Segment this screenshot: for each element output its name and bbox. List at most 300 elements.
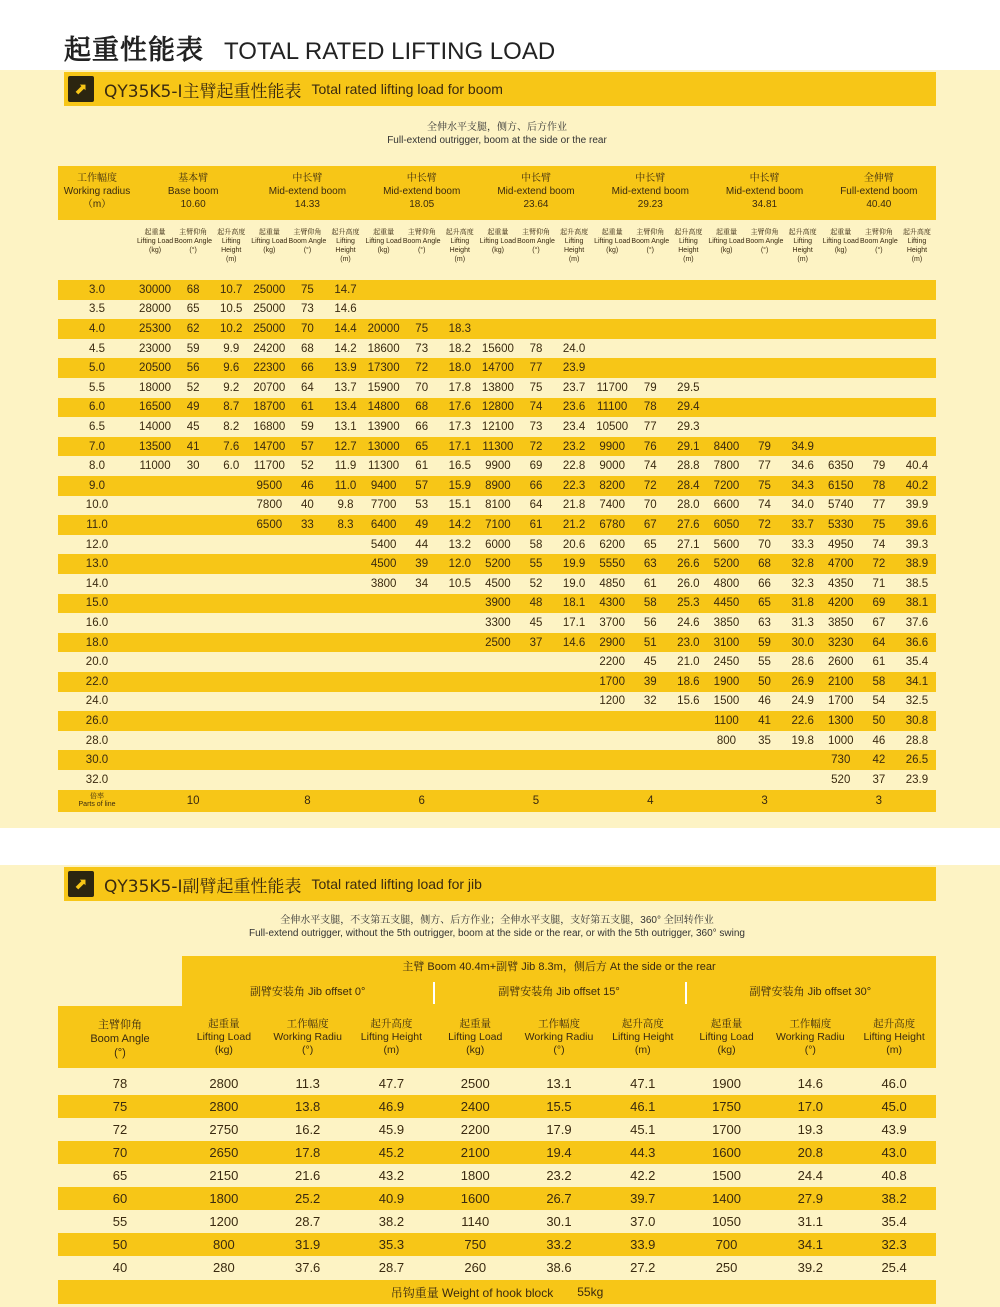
load-table-cell: 14000: [139, 420, 172, 433]
working-radius-cell: 7.0: [89, 440, 105, 453]
jib-column-header-en: Lifting Load: [196, 1031, 252, 1043]
load-table-cell: 12.0: [448, 558, 471, 571]
boom-table-row: [58, 437, 936, 457]
load-table-cell: 68: [301, 342, 314, 355]
load-table-cell: 15.6: [677, 695, 700, 708]
load-table-cell: 79: [872, 460, 886, 473]
boom-sub-header-cn: 起升高度: [445, 229, 474, 236]
load-table-cell: 8100: [485, 499, 511, 512]
load-table-cell: 74: [529, 401, 543, 414]
load-table-cell: 75: [301, 283, 314, 296]
load-table-cell: 6600: [713, 499, 740, 512]
jib-section-header: [64, 867, 936, 901]
load-table-cell: 18.1: [562, 597, 586, 610]
load-table-cell: 77: [758, 460, 771, 473]
boom-angle-header-en: Boom Angle: [90, 1033, 150, 1045]
jib-table-cell: 17.0: [797, 1099, 823, 1114]
jib-column-header-en: Working Radiu: [273, 1031, 342, 1043]
load-table-cell: 66: [529, 479, 543, 492]
load-table-cell: 55: [529, 558, 543, 571]
load-table-cell: 73: [415, 342, 429, 355]
load-table-cell: 9900: [485, 460, 511, 473]
boom-group-header-len: 23.64: [523, 199, 549, 210]
boom-sub-header-unit: (m): [568, 256, 580, 263]
load-table-cell: 67: [643, 518, 657, 531]
boom-sub-header: [898, 228, 936, 264]
boom-table-row: [58, 672, 936, 692]
boom-sub-header-en: Lifting Height: [563, 238, 585, 254]
working-radius-cell: 12.0: [85, 538, 109, 551]
working-radius-cell: 8.0: [89, 460, 105, 473]
load-table-cell: 48: [529, 597, 543, 610]
load-table-cell: 7200: [713, 479, 740, 492]
jib-table-cell: 28.7: [294, 1214, 321, 1229]
jib-table-cell: 700: [715, 1237, 738, 1252]
load-table-cell: 33.7: [791, 518, 814, 531]
load-table-cell: 23.9: [905, 773, 929, 786]
boom-sub-header-unit: (kg): [263, 247, 276, 254]
load-table-cell: 7700: [370, 499, 397, 512]
load-table-cell: 4300: [599, 597, 625, 610]
load-table-cell: 9400: [370, 479, 397, 492]
boom-sub-header-unit: (kg): [720, 247, 733, 254]
parts-of-line-value: 10: [186, 794, 200, 807]
load-table-cell: 66: [415, 420, 429, 433]
jib-note-cn: 全伸水平支腿，不支第五支腿，侧方、后方作业；全伸水平支腿，支好第五支腿，360° 全回转作业: [280, 915, 714, 926]
boom-sub-header: [136, 228, 174, 255]
jib-table-cell: 17.8: [294, 1145, 321, 1160]
load-table-cell: 17300: [367, 362, 400, 375]
jib-column-header-unit: (m): [634, 1044, 651, 1056]
load-table-cell: 16800: [253, 420, 286, 433]
load-table-cell: 65: [758, 597, 771, 610]
jib-table-cell: 45.2: [378, 1145, 405, 1160]
boom-sub-header-cn: 起重量: [830, 229, 852, 236]
load-table-cell: 14.6: [334, 303, 357, 316]
load-table-cell: 79: [758, 440, 771, 453]
boom-sub-header-cn: 起重量: [715, 229, 737, 236]
boom-table-row: [58, 574, 936, 594]
load-table-cell: 69: [872, 597, 886, 610]
jib-table-row: [58, 1164, 936, 1187]
load-table-cell: 25.3: [677, 597, 700, 610]
boom-table-row: [58, 594, 936, 614]
load-table-cell: 79: [643, 381, 657, 394]
load-table-cell: 20700: [253, 381, 286, 394]
parts-of-line-label-cn: 倍率: [90, 792, 104, 800]
load-table-cell: 63: [643, 558, 657, 571]
load-table-cell: 52: [301, 460, 314, 473]
load-table-cell: 1500: [713, 695, 740, 708]
jib-column-header-en: Lifting Height: [612, 1031, 674, 1043]
load-table-cell: 50: [872, 714, 886, 727]
load-table-cell: 14700: [481, 362, 514, 375]
jib-table-row: [58, 1095, 936, 1118]
boom-group-header-en: Mid-extend boom: [383, 186, 461, 197]
jib-table-cell: 42.2: [630, 1168, 656, 1183]
load-table-cell: 13.9: [334, 362, 357, 375]
load-table-cell: 11700: [253, 460, 285, 473]
load-table-cell: 44: [415, 538, 429, 551]
jib-section-title-cn: QY35K5-Ⅰ副臂起重性能表: [104, 876, 302, 897]
load-table-cell: 21.0: [677, 656, 700, 669]
boom-group-header-len: 40.40: [866, 199, 892, 210]
load-table-cell: 78: [643, 401, 657, 414]
load-table-cell: 15600: [481, 342, 514, 355]
load-table-cell: 11.0: [334, 479, 357, 492]
load-table-cell: 18.0: [448, 362, 471, 375]
load-table-cell: 26.6: [677, 558, 700, 571]
load-table-cell: 38.9: [905, 558, 929, 571]
boom-sub-header-cn: 起升高度: [331, 229, 360, 236]
working-radius-cell: 18.0: [85, 636, 109, 649]
load-table-cell: 50: [758, 675, 771, 688]
hook-weight: [58, 1280, 936, 1304]
load-table-cell: 64: [872, 636, 886, 649]
parts-of-line-label-en: Parts of line: [78, 800, 116, 808]
boom-sub-header-en: Boom Angle: [517, 238, 555, 245]
load-table-cell: 15.9: [448, 479, 471, 492]
load-table-cell: 5200: [485, 558, 511, 571]
load-table-cell: 73: [301, 303, 314, 316]
load-table-cell: 8900: [485, 479, 511, 492]
load-table-cell: 70: [758, 538, 771, 551]
boom-sub-header-en: Lifting Load: [594, 238, 631, 245]
load-table-cell: 19.0: [562, 577, 586, 590]
offset-separator: [685, 982, 687, 1004]
boom-section-title-cn: QY35K5-Ⅰ主臂起重性能表: [104, 81, 302, 102]
load-table-cell: 28.8: [905, 734, 929, 747]
hook-weight-value: 55kg: [577, 1285, 604, 1299]
load-table-cell: 14800: [367, 401, 400, 414]
boom-sub-header-unit: (m): [225, 256, 237, 263]
load-table-cell: 54: [872, 695, 886, 708]
load-table-cell: 25000: [253, 322, 286, 335]
boom-sub-header-unit: (m): [340, 256, 351, 263]
load-table-cell: 8200: [599, 479, 625, 492]
working-radius-cell: 9.0: [89, 479, 105, 492]
boom-sub-header-cn: 起重量: [144, 229, 166, 236]
jib-table-cell: 31.9: [294, 1237, 321, 1252]
load-table-cell: 77: [872, 499, 886, 512]
load-table-cell: 72: [643, 479, 657, 492]
load-table-cell: 34.6: [791, 460, 814, 473]
jib-column-header: [768, 1018, 852, 1057]
load-table-cell: 7400: [599, 499, 625, 512]
load-table-cell: 67: [872, 616, 886, 629]
load-table-cell: 2200: [599, 656, 625, 669]
jib-column-header-unit: (m): [886, 1044, 902, 1056]
load-table-cell: 69: [529, 460, 543, 473]
load-table-cell: 9900: [599, 440, 625, 453]
boom-sub-header: [631, 228, 669, 255]
boom-table-row: [58, 711, 936, 731]
load-table-cell: 75: [872, 518, 886, 531]
boom-sub-header-unit: (°): [417, 247, 426, 254]
load-table-cell: 14.6: [562, 636, 586, 649]
boom-group-header-len: 34.81: [752, 199, 778, 210]
boom-sub-header-en: Boom Angle: [402, 238, 441, 245]
load-table-cell: 33: [301, 518, 314, 531]
load-table-cell: 3300: [485, 616, 511, 629]
jib-table-cell: 46.1: [630, 1099, 656, 1114]
load-table-cell: 31.3: [791, 616, 814, 629]
boom-group-header-len: 14.33: [294, 199, 320, 210]
load-table-cell: 23000: [139, 342, 172, 355]
boom-sub-header-unit: (°): [303, 247, 312, 254]
jib-table-row: [58, 1072, 936, 1095]
load-table-cell: 11.9: [334, 460, 357, 473]
load-table-cell: 30.8: [905, 714, 929, 727]
jib-table-cell: 1900: [712, 1076, 741, 1091]
load-table-cell: 17.8: [448, 381, 471, 394]
load-table-cell: 27.6: [677, 518, 700, 531]
load-table-cell: 61: [529, 518, 543, 531]
load-table-cell: 9.9: [223, 342, 240, 355]
boom-angle-header-unit: (°): [114, 1047, 126, 1059]
load-table-cell: 56: [643, 616, 657, 629]
load-table-cell: 29.5: [677, 381, 700, 394]
boom-group-header-cn: 中长臂: [635, 173, 666, 184]
load-table-cell: 14.4: [334, 322, 357, 335]
load-table-cell: 3230: [827, 636, 854, 649]
boom-sub-header-cn: 起升高度: [788, 229, 817, 236]
load-table-cell: 68: [186, 283, 200, 296]
boom-group-header-cn: 中长臂: [406, 173, 437, 184]
load-table-cell: 13.1: [334, 420, 357, 433]
load-table-cell: 65: [643, 538, 657, 551]
jib-table-cell: 2200: [460, 1122, 490, 1137]
boom-sub-header: [746, 228, 784, 255]
load-table-cell: 23.4: [562, 420, 586, 433]
boom-table-row: [58, 476, 936, 496]
load-table-cell: 18000: [139, 381, 172, 394]
load-table-cell: 41: [186, 440, 200, 453]
load-table-cell: 20000: [367, 322, 400, 335]
load-table-cell: 20.6: [562, 538, 586, 551]
jib-column-header-cn: 起重量: [459, 1018, 491, 1030]
load-table-cell: 70: [643, 499, 657, 512]
load-table-cell: 3700: [599, 616, 625, 629]
jib-table-cell: 28.7: [378, 1260, 405, 1275]
working-radius-cell: 4.5: [89, 342, 105, 355]
boom-group-header-en: Mid-extend boom: [497, 186, 575, 197]
jib-offset-header: 副臂安装角 Jib offset 15°: [498, 986, 620, 998]
load-table-cell: 6150: [827, 479, 854, 492]
jib-column-header-unit: (°): [302, 1044, 314, 1056]
boom-section-header: [64, 72, 936, 106]
load-table-cell: 8.3: [337, 518, 354, 531]
load-table-cell: 4800: [713, 577, 740, 590]
boom-group-header: [707, 172, 821, 211]
load-table-cell: 28.6: [791, 656, 814, 669]
working-radius-cell: 13.0: [85, 558, 109, 571]
boom-section-title-en: Total rated lifting load for boom: [311, 81, 503, 97]
load-table-cell: 64: [529, 499, 543, 512]
load-table-cell: 29.3: [677, 420, 700, 433]
jib-table-cell: 1500: [712, 1168, 741, 1183]
load-table-cell: 4350: [827, 577, 854, 590]
jib-column-header-cn: 起重量: [208, 1018, 240, 1030]
load-table-cell: 11300: [482, 440, 514, 453]
boom-angle-cell: 65: [112, 1168, 128, 1183]
working-radius-cell: 11.0: [86, 518, 108, 531]
boom-sub-header-cn: 起升高度: [674, 229, 703, 236]
load-table-cell: 34.3: [791, 479, 814, 492]
boom-sub-header-cn: 起升高度: [217, 229, 246, 236]
jib-table-cell: 1200: [209, 1214, 239, 1229]
jib-column-header-en: Lifting Load: [448, 1031, 503, 1043]
load-table-cell: 13900: [367, 420, 400, 433]
load-table-cell: 28.4: [677, 479, 700, 492]
page-title-cn: 起重性能表: [64, 35, 204, 66]
load-table-cell: 66: [301, 362, 314, 375]
boom-table-row: [58, 731, 936, 751]
working-radius-cell: 10.0: [85, 499, 109, 512]
working-radius-cell: 16.0: [85, 616, 109, 629]
jib-table-cell: 38.2: [378, 1214, 405, 1229]
load-table-cell: 45: [529, 616, 543, 629]
load-table-cell: 10.2: [220, 322, 243, 335]
load-table-cell: 10.5: [220, 303, 243, 316]
jib-table-cell: 33.2: [546, 1237, 572, 1252]
boom-sub-header-cn: 主臂仰角: [636, 229, 665, 236]
boom-table-row: [58, 633, 936, 653]
load-table-cell: 64: [301, 381, 314, 394]
jib-table-cell: 34.1: [797, 1237, 823, 1252]
load-table-cell: 17.1: [562, 616, 586, 629]
load-table-cell: 45: [186, 420, 200, 433]
boom-sub-header-en: Lifting Height: [335, 238, 356, 254]
load-table-cell: 23.6: [562, 401, 586, 414]
load-table-cell: 3100: [713, 636, 740, 649]
jib-table-cell: 32.3: [881, 1237, 907, 1252]
boom-sub-header: [250, 228, 288, 255]
boom-sub-header-cn: 起重量: [373, 229, 395, 236]
boom-sub-header: [517, 228, 555, 255]
load-table-cell: 32: [643, 695, 657, 708]
boom-table-row: [58, 378, 936, 398]
jib-table-cell: 280: [213, 1260, 235, 1275]
boom-table-row: [58, 770, 936, 790]
load-table-cell: 34.1: [905, 675, 929, 688]
boom-table-row: [58, 280, 936, 300]
load-table-cell: 9000: [599, 460, 625, 473]
load-table-cell: 8.7: [223, 401, 240, 414]
load-table-cell: 4850: [599, 577, 625, 590]
load-table-cell: 8400: [713, 440, 740, 453]
load-table-cell: 32.8: [791, 558, 814, 571]
boom-sub-header-unit: (°): [646, 247, 655, 254]
jib-note-en: Full-extend outrigger, without the 5th outrigger, boom at the side or the rear, or with the 5th outrigger, 360° swing: [249, 928, 745, 939]
jib-table-cell: 750: [464, 1237, 487, 1252]
boom-group-header: [250, 172, 364, 211]
load-table-cell: 12.7: [334, 440, 357, 453]
boom-group-header-cn: 全伸臂: [863, 173, 894, 184]
load-table-cell: 23.9: [562, 362, 586, 375]
load-table-cell: 46: [301, 479, 314, 492]
load-table-cell: 70: [301, 322, 314, 335]
load-table-cell: 66: [758, 577, 771, 590]
load-table-cell: 72: [758, 518, 771, 531]
boom-sub-header: [707, 228, 745, 255]
jib-column-header-unit: (°): [804, 1044, 816, 1056]
load-table-cell: 730: [831, 754, 851, 767]
load-table-cell: 3800: [370, 577, 397, 590]
jib-table-cell: 2750: [209, 1122, 239, 1137]
working-radius-cell: 5.5: [89, 381, 105, 394]
load-table-cell: 5600: [713, 538, 740, 551]
boom-sub-header-unit: (°): [189, 247, 197, 254]
load-table-cell: 6780: [599, 518, 625, 531]
load-table-cell: 24.0: [562, 342, 586, 355]
working-radius-cell: 6.5: [89, 420, 105, 433]
jib-table-cell: 26.7: [546, 1191, 572, 1206]
load-table-cell: 75: [529, 381, 543, 394]
boom-sub-header-unit: (kg): [834, 247, 847, 254]
load-table-cell: 15.1: [448, 499, 471, 512]
load-table-cell: 27.1: [677, 538, 700, 551]
load-table-cell: 58: [872, 675, 886, 688]
jib-offset-header: 副臂安装角 Jib offset 30°: [749, 986, 872, 998]
load-table-cell: 36.6: [905, 636, 929, 649]
boom-group-header-en: Mid-extend boom: [611, 186, 689, 197]
load-table-cell: 2100: [827, 675, 854, 688]
load-table-cell: 35.4: [905, 656, 929, 669]
jib-table-cell: 15.5: [546, 1099, 572, 1114]
load-table-cell: 22.3: [562, 479, 586, 492]
jib-table-cell: 2400: [460, 1099, 490, 1114]
load-table-cell: 10.5: [448, 577, 471, 590]
jib-table-cell: 11.3: [295, 1076, 320, 1091]
load-table-cell: 41: [758, 714, 771, 727]
boom-sub-header: [365, 228, 403, 255]
jib-table-cell: 47.1: [630, 1076, 656, 1091]
boom-sub-header: [212, 228, 250, 264]
load-table-cell: 9.2: [223, 381, 240, 394]
load-table-cell: 52: [186, 381, 200, 394]
load-table-cell: 35: [758, 734, 771, 747]
jib-table-row: [58, 1141, 936, 1164]
jib-column-header: [433, 1018, 517, 1057]
load-table-cell: 40: [301, 499, 314, 512]
boom-angle-cell: 70: [112, 1145, 128, 1160]
load-table-cell: 2900: [599, 636, 625, 649]
boom-group-header: [822, 172, 936, 211]
load-table-cell: 3850: [827, 616, 854, 629]
load-table-cell: 11000: [139, 460, 171, 473]
load-table-cell: 1100: [714, 714, 739, 727]
load-table-cell: 5400: [370, 538, 397, 551]
jib-table-cell: 25.4: [881, 1260, 907, 1275]
working-radius-cell: 15.0: [85, 597, 109, 610]
load-table-cell: 17.6: [448, 401, 471, 414]
boom-group-header-en: Mid-extend boom: [268, 186, 347, 197]
jib-column-header-unit: (kg): [466, 1044, 485, 1056]
load-table-cell: 1200: [599, 695, 625, 708]
boom-sub-header-cn: 起重量: [258, 229, 280, 236]
load-table-cell: 26.5: [905, 754, 929, 767]
jib-table-cell: 1600: [712, 1145, 741, 1160]
load-table-cell: 7800: [256, 499, 283, 512]
boom-sub-header: [555, 228, 593, 264]
jib-column-header-unit: (°): [553, 1044, 565, 1056]
jib-column-header-cn: 起升高度: [873, 1018, 916, 1030]
jib-column-header-en: Working Radiu: [775, 1031, 845, 1043]
load-table-cell: 45: [643, 656, 657, 669]
parts-of-line-row: [58, 790, 936, 812]
load-table-cell: 6400: [370, 518, 397, 531]
